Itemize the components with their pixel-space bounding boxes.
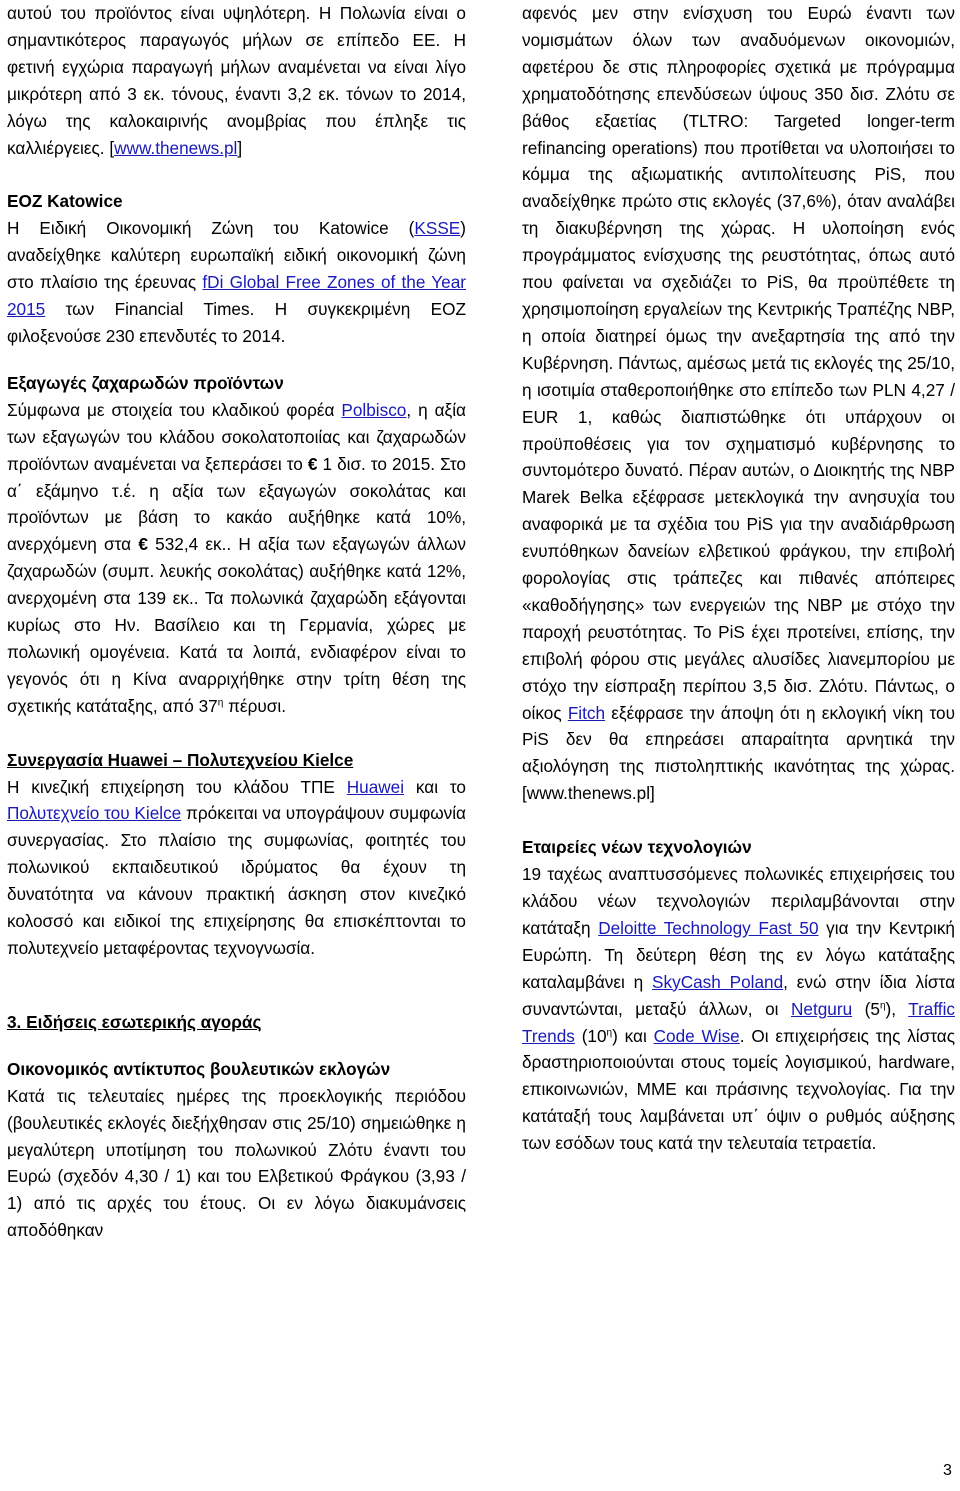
- fitch-link[interactable]: Fitch: [567, 702, 606, 723]
- polbisco-link[interactable]: Polbisco: [341, 399, 407, 420]
- euro-icon: €: [138, 534, 148, 555]
- sugar-exports-paragraph: Σύμφωνα με στοιχεία του κλαδικού φορέα Polbisco, η αξία των εξαγωγών του κλάδου σοκολατοποιίας και ζαχαρωδών προϊόντων αναμένεται να ξεπεράσει το € 1 δισ. το 2015. Στο α΄ εξάμηνο τ.έ. η αξία των εξαγωγών σοκολάτας και προϊόντων με βάση το κακάο αυξήθηκε κατά 10%, ανερχόμενη στα € 532,4 εκ.. Η αξία των εξαγωγών άλλων ζαχαρωδών (συμπ. λευκής σοκολάτας) αυξήθηκε κατά 12%, ανερχομένη στα 139 εκ.. Τα πολωνικά ζαχαρώδη εξάγονται κυρίως στο Ην. Βασίλειο και τη Γερμανία, χώρες με πολωνική ομογένεια. Κατά τα λοιπά, ενδιαφέρον είναι το γεγονός ότι η Κίνα αναρριχήθηκε στην τρίτη θέση της σχετικής κατάταξης, από $37^\eta$ πέρυσι.: [7, 399, 467, 716]
- huawei-link[interactable]: Huawei: [346, 776, 405, 797]
- new-tech-heading: Εταιρείες νέων τεχνολογιών: [522, 837, 752, 858]
- apple-production-paragraph: αυτού του προϊόντος είναι υψηλότερη. Η Πολωνία είναι ο σημαντικότερος παραγωγός μήλων σε επίπεδο ΕΕ. Η φετινή εγχώρια παραγωγή μήλων αναμένεται να είναι λίγο μικρότερη από 3 εκ. τόνους, έναντι 3,2 εκ. τόνων το 2014, λόγω της καλοκαιρινής ανομβρίας που έπληξε τις καλλιέργειες. [www.thenews.pl]: [7, 3, 466, 158]
- ksse-link[interactable]: KSSE: [414, 218, 461, 239]
- elections-continued-paragraph: αφενός μεν στην ενίσχυση του Ευρώ έναντι των νομισμάτων όλων των αναδυόμενων οικονομιών, αφετέρου δε στις πληροφορίες σχετικά με πρόγραμμα χρηματοδότησης επενδύσεων ύψους 350 δισ. Ζλότυ σε βάθος εξαετίας (TLTRO: Targeted longer-term refinancing operations) που προτίθεται να υλοποιήσει το κόμμα της αξιωματικής αντιπολίτευσης PiS, που αναδείχθηκε πρώτο στις εκλογές (37,6%), όταν αναλάβει τη διακυβέρνηση της χώρας. Η υλοποίηση ενός προγράμματος ενίσχυσης της ρευστότητας, όπως αυτό που φαίνεται να σχεδιάζει το PiS, θα προϋπέθετε τη χρησιμοποίηση εργαλείων της Κεντρικής Τραπέζης NBP, η οποία διατηρεί όμως την ανεξαρτησία της από την Κυβέρνηση. Πάντως, αμέσως μετά τις εκλογές της 25/10, η ισοτιμία σταθεροποιήθηκε στο επίπεδο των PLN 4,27 / EUR 1, καθώς διαπιστώθηκε ότι υπάρχουν οι προϋποθέσεις για τον σχηματισμό κυβέρνησης το συντομότερο δυνατό. Πέραν αυτών, ο Διοικητής της NBP Marek Belka εξέφρασε μετεκλογικά την ανησυχία του αναφορικά με τα σχέδια του PiS για την αναδιάρθρωση ενυπόθηκων δανείων ελβετικού φράγκου, την επιβολή φορολογίας στις τράπεζες και πιθανές απόπειρες «καθοδήγησης» των ενεργειών της NBP με στόχο την παροχή ρευστότητας. Το PiS έχει προτείνει, επίσης, την επιβολή φόρου στις μεγάλες αλυσίδες λιανεμπορίου με στόχο την είσπραξη περίπου 3,5 δισ. Ζλότυ. Πάντως, ο οίκος Fitch εξέφρασε την άποψη ότι η εκλογική νίκη του PiS δεν θα επηρεάσει απαραίτητα αρνητικά την αξιολόγηση της πιστοληπτικής ικανότητας της χώρας. [www.thenews.pl]: [522, 3, 955, 804]
- huawei-paragraph: Η κινεζική επιχείρηση του κλάδου ΤΠΕ Huawei και το Πολυτεχνείο του Kielce πρόκειται να υπογράψουν συμφωνία συνεργασίας. Στο πλαίσιο της συμφωνίας, φοιτητές του πολωνικού εκπαιδευτικού ιδρύματος θα έχουν τη δυνατότητα να κάνουν πρακτική άσκηση στον κινεζικό κολοσσό και ειδικοί της επιχείρησης θα επισκέπτονται το πολυτεχνείο μεταφέροντας τεχνογνωσία.: [7, 776, 466, 958]
- euro-icon: €: [307, 453, 318, 474]
- code-wise-link[interactable]: Code Wise: [653, 1025, 740, 1046]
- huawei-heading: Συνεργασία Huawei – Πολυτεχνείου Kielce: [7, 749, 354, 770]
- elections-paragraph: Κατά τις τελευταίες ημέρες της προεκλογικής περιόδου (βουλευτικές εκλογές διεξήχθησαν στις 25/10) σημειώθηκε η μεγαλύτερη υποτίμηση του πολωνικού Ζλότυ έναντι του Ευρώ (σχεδόν 4,30 / 1) και του Ελβετικού Φράγκου (3,93 / 1) από τις αρχές του έτους. Οι εν λόγω διακυμάνσεις αποδόθηκαν: [7, 1085, 466, 1241]
- katowice-heading: ΕΟΖ Katowice: [7, 191, 123, 212]
- traffic-trends-link[interactable]: Traffic Trends: [522, 998, 955, 1046]
- skycash-link[interactable]: SkyCash Poland: [652, 971, 784, 992]
- left-column: [7, 0, 466, 1244]
- sugar-exports-heading: Εξαγωγές ζαχαρωδών προϊόντων: [7, 372, 284, 393]
- netguru-link[interactable]: Netguru: [790, 998, 853, 1019]
- new-tech-paragraph: 19 ταχέως αναπτυσσόμενες πολωνικές επιχειρήσεις του κλάδου νέων τεχνολογιών περιλαμβάνονται στην κατάταξη Deloitte Technology Fast 50 για την Κεντρική Ευρώπη. Τη δεύτερη θέση της εν λόγω κατάταξης καταλαμβάνει η SkyCash Poland, ενώ στην ίδια λίστα συναντώνται, μεταξύ άλλων, οι Netguru $(5^\eta)$, Traffic Trends $(10^\eta)$ και Code Wise. Οι επιχειρήσεις της λίστας δραστηριοποιούνται στους τομείς λογισμικού, hardware, επικοινωνιών, ΜΜΕ και πράσινης τεχνολογίας. Για την κατάταξή τους λαμβάνεται υπ΄ όψιν ο ρυθμός αύξησης των εσόδων τους κατά την τελευταία τετραετία.: [522, 864, 956, 1154]
- elections-heading: Οικονομικός αντίκτυπος βουλευτικών εκλογών: [7, 1058, 391, 1079]
- kielce-university-link[interactable]: Πολυτεχνείο του Kielce: [7, 803, 182, 824]
- deloitte-fast50-link[interactable]: Deloitte Technology Fast 50: [598, 917, 819, 938]
- katowice-paragraph: Η Ειδική Οικονομική Ζώνη του Katowice (KSSE) αναδείχθηκε καλύτερη ευρωπαϊκή ειδική οικονομική ζώνη στο πλαίσιο της έρευνας fDi Global Free Zones of the Year 2015 των Financial Times. Η συγκεκριμένη ΕΟΖ φιλοξενούσε 230 επενδυτές το 2014.: [7, 218, 466, 346]
- fdi-global-free-zones-link[interactable]: fDi Global Free Zones of the Year 2015: [7, 272, 466, 320]
- right-column: [522, 0, 955, 1157]
- section-3-heading: 3. Ειδήσεις εσωτερικής αγοράς: [7, 1011, 262, 1032]
- thenews-link[interactable]: www.thenews.pl: [114, 137, 238, 158]
- page-number: 3: [943, 1462, 952, 1479]
